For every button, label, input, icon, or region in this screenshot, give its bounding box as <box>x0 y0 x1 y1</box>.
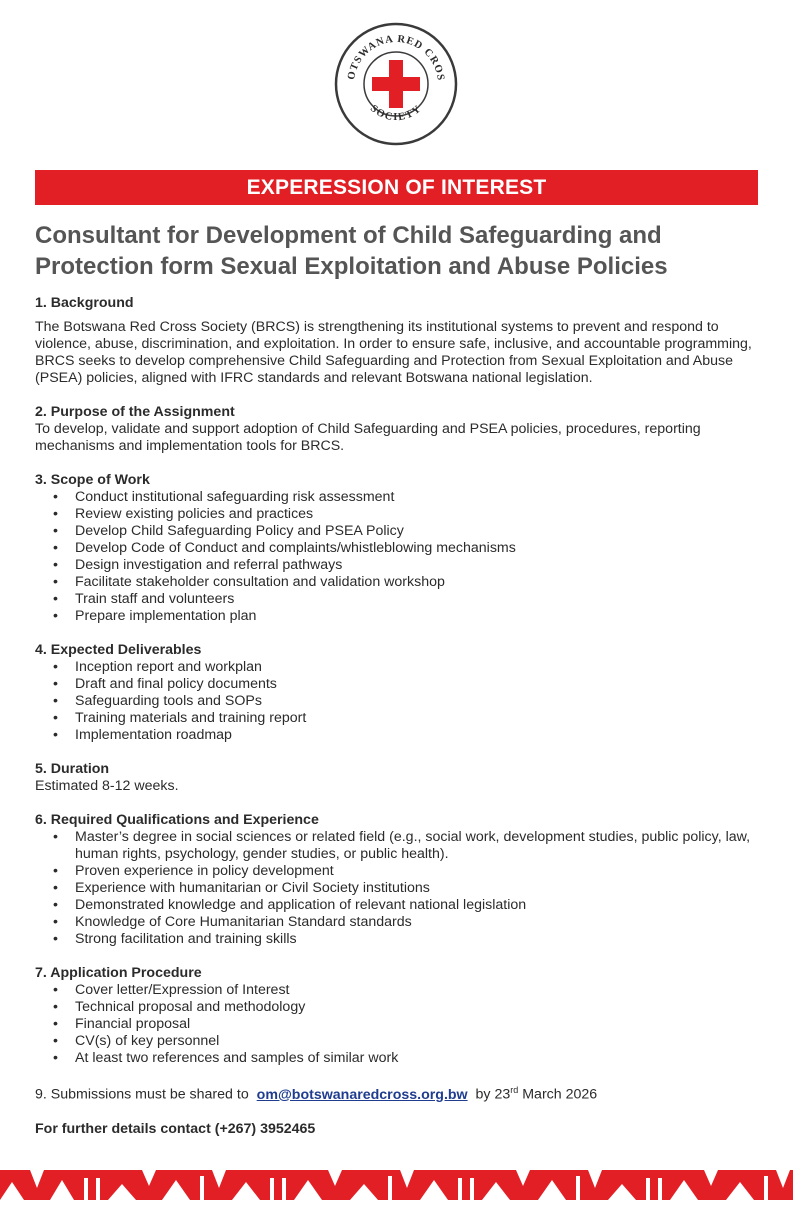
section-deliverables <box>35 642 760 744</box>
qualifications-list <box>35 829 760 948</box>
section-duration <box>35 761 760 795</box>
list-item: • Training materials and training report <box>35 710 760 727</box>
contact-line: For further details contact (+267) 3952465 <box>35 1120 316 1137</box>
purpose-text: To develop, validate and support adoption of Child Safeguarding and PSEA policies, procedures, reporting mechanisms and implementation tools for BRCS. <box>35 421 701 454</box>
list-item: • Draft and final policy documents <box>35 676 760 693</box>
list-item: • Demonstrated knowledge and application of relevant national legislation <box>35 897 760 914</box>
background-text: The Botswana Red Cross Society (BRCS) is strengthening its institutional systems to prevent and respond to violence, abuse, discrimination, and exploitation. In order to ensure safe, inclusive, and accountable programming, BRCS seeks to develop comprehensive Child Safeguarding and Protection from Sexual Exploitation and Abuse (PSEA) policies, aligned with IFRC standards and relevant Botswana national legislation. <box>35 319 752 386</box>
logo-text-bottom: SOCIETY <box>367 103 425 124</box>
list-item: • Develop Child Safeguarding Policy and PSEA Policy <box>35 523 760 540</box>
list-item: • Review existing policies and practices <box>35 506 760 523</box>
list-item: • Experience with humanitarian or Civil Society institutions <box>35 880 760 897</box>
scope-list <box>35 489 760 625</box>
list-item: • Facilitate stakeholder consultation and validation workshop <box>35 574 760 591</box>
submission-line <box>35 1082 760 1104</box>
list-item: • Technical proposal and methodology <box>35 999 760 1016</box>
list-item: • Conduct institutional safeguarding risk assessment <box>35 489 760 506</box>
date-ordinal: rd <box>510 1085 519 1095</box>
page-title <box>35 220 765 282</box>
title-line-2: Protection form Sexual Exploitation and Abuse Policies <box>35 253 668 280</box>
section-heading: 2. Purpose of the Assignment <box>35 404 235 420</box>
list-item: • CV(s) of key personnel <box>35 1033 760 1050</box>
list-item: • Inception report and workplan <box>35 659 760 676</box>
logo-text-top: OTSWANA RED CROS <box>346 33 446 82</box>
duration-text: Estimated 8-12 weeks. <box>35 778 179 794</box>
list-item: • Strong facilitation and training skills <box>35 931 760 948</box>
list-item: • Cover letter/Expression of Interest <box>35 982 760 999</box>
list-item: • Train staff and volunteers <box>35 591 760 608</box>
list-item: • Prepare implementation plan <box>35 608 760 625</box>
deliverables-list <box>35 659 760 744</box>
list-item: • Develop Code of Conduct and complaints/whistleblowing mechanisms <box>35 540 760 557</box>
list-item: • Proven experience in policy development <box>35 863 760 880</box>
section-heading: 6. Required Qualifications and Experience <box>35 812 319 828</box>
list-item: • Design investigation and referral pathways <box>35 557 760 574</box>
section-application <box>35 965 760 1067</box>
document-body <box>35 295 760 1138</box>
email-link[interactable]: om@botswanaredcross.org.bw <box>256 1086 468 1103</box>
list-item: • At least two references and samples of similar work <box>35 1050 760 1067</box>
section-heading: 4. Expected Deliverables <box>35 642 202 658</box>
section-heading: 7. Application Procedure <box>35 965 202 981</box>
list-item: • Financial proposal <box>35 1016 760 1033</box>
application-list <box>35 982 760 1067</box>
submission-date: March 2026 <box>522 1086 598 1103</box>
section-heading: 5. Duration <box>35 761 110 777</box>
section-qualifications <box>35 812 760 948</box>
list-item: • Implementation roadmap <box>35 727 760 744</box>
submission-by: by 23 <box>475 1086 511 1103</box>
section-scope <box>35 472 760 625</box>
section-heading: 1. Background <box>35 295 134 311</box>
geometric-border-pattern <box>0 1170 793 1200</box>
section-background <box>35 295 760 387</box>
red-cross-emblem-icon <box>334 22 458 146</box>
section-purpose <box>35 404 760 455</box>
footer-pattern <box>0 1170 793 1200</box>
list-item: • Knowledge of Core Humanitarian Standard standards <box>35 914 760 931</box>
title-line-1: Consultant for Development of Child Safeguarding and <box>35 222 662 249</box>
submission-prefix: 9. Submissions must be shared to <box>35 1086 249 1103</box>
brcs-logo <box>334 22 458 146</box>
eoi-banner: EXPERESSION OF INTEREST <box>35 170 758 205</box>
list-item: • Master’s degree in social sciences or related field (e.g., social work, development studies, public policy, law, human rights, psychology, gender studies, or public health). <box>35 829 760 863</box>
list-item: • Safeguarding tools and SOPs <box>35 693 760 710</box>
section-heading: 3. Scope of Work <box>35 472 150 488</box>
